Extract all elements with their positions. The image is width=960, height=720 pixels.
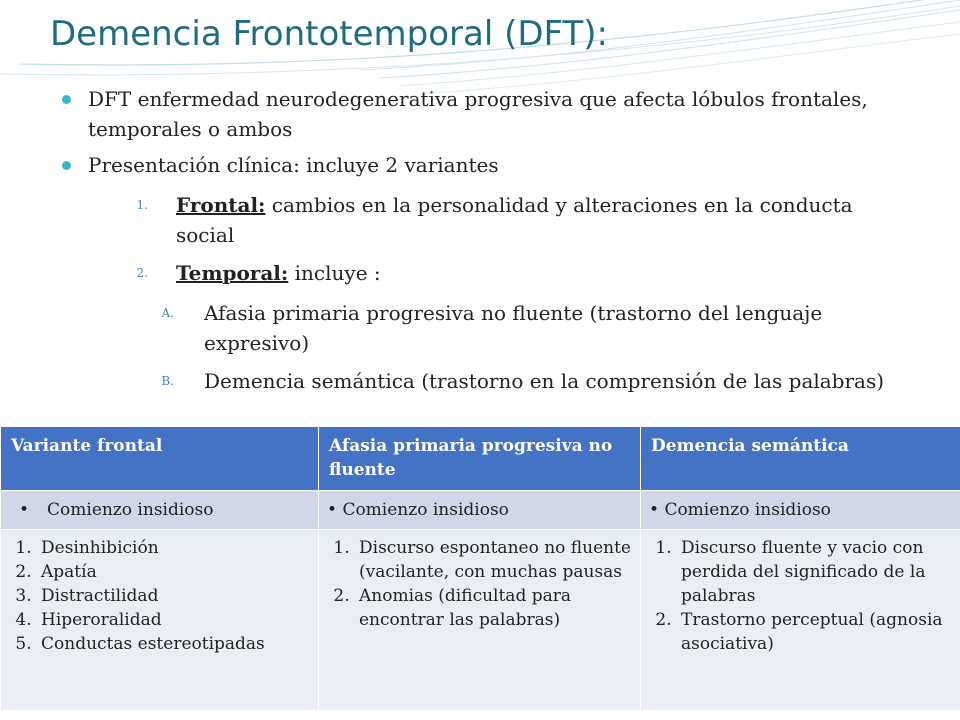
table-row-symptoms [1,530,960,711]
bullet-text: Presentación clínica: incluye 2 variantes [88,153,499,177]
variant-term: Temporal: [176,261,289,285]
list-number: 2. [136,266,148,280]
list-item: 1. Discurso fluente y vacio con perdida del significado de la palabras [677,536,954,608]
table-cell [1,491,319,530]
list-item: 2. Apatía [37,560,312,584]
symptom-list-afasia [325,536,634,632]
slide-title: Demencia Frontotemporal (DFT): [50,14,608,54]
variant-item-temporal [136,258,856,288]
variant-item-frontal [136,190,856,250]
table-row-onset [1,491,960,530]
variant-text: cambios en la personalidad y alteraciones en la conducta social [176,193,853,247]
list-letter: B. [161,374,174,388]
symptom-list-semantica [647,536,954,656]
list-number: 1. [136,198,148,212]
subitem-demencia-semantica [161,366,904,396]
subitem-text: Afasia primaria progresiva no fluente (trastorno del lenguaje expresivo) [204,301,823,355]
list-item: 3. Distractilidad [37,584,312,608]
variant-term: Frontal: [176,193,266,217]
subitem-afasia [161,298,904,358]
table-cell [641,491,960,530]
bullet-char: • [649,500,660,520]
cell-text: Comienzo insidioso [342,500,509,520]
list-item: 2. Anomias (dificultad para encontrar las palabras) [355,584,634,632]
list-item: 2. Trastorno perceptual (agnosia asociativa) [677,608,954,656]
bullet-dot-icon [62,161,71,170]
bullet-char: • [327,500,338,520]
symptom-list-frontal [7,536,312,656]
variant-text: incluye : [288,261,381,285]
list-item: 5. Conductas estereotipadas [37,632,312,656]
table-header-row [1,427,960,491]
bullet-dft-definition [88,84,888,144]
table-cell [641,530,960,711]
bullet-clinical-presentation [88,150,888,180]
table-header-cell: Afasia primaria progresiva no fluente [319,427,641,491]
list-letter: A. [161,306,174,320]
variants-table [0,426,960,711]
list-item: 1. Discurso espontaneo no fluente (vacilante, con muchas pausas [355,536,634,584]
table-cell [1,530,319,711]
cell-text: Comienzo insidioso [47,500,214,520]
list-item: 4. Hiperoralidad [37,608,312,632]
subitem-text: Demencia semántica (trastorno en la comprensión de las palabras) [204,369,885,393]
table-cell [319,530,641,711]
table-header-cell: Demencia semántica [641,427,960,491]
table-cell [319,491,641,530]
list-item: 1. Desinhibición [37,536,312,560]
cell-text: Comienzo insidioso [664,500,831,520]
bullet-char: • [19,500,30,520]
bullet-text: DFT enfermedad neurodegenerativa progresiva que afecta lóbulos frontales, temporales o ambos [88,87,868,141]
table-header-cell: Variante frontal [1,427,319,491]
bullet-dot-icon [62,95,71,104]
